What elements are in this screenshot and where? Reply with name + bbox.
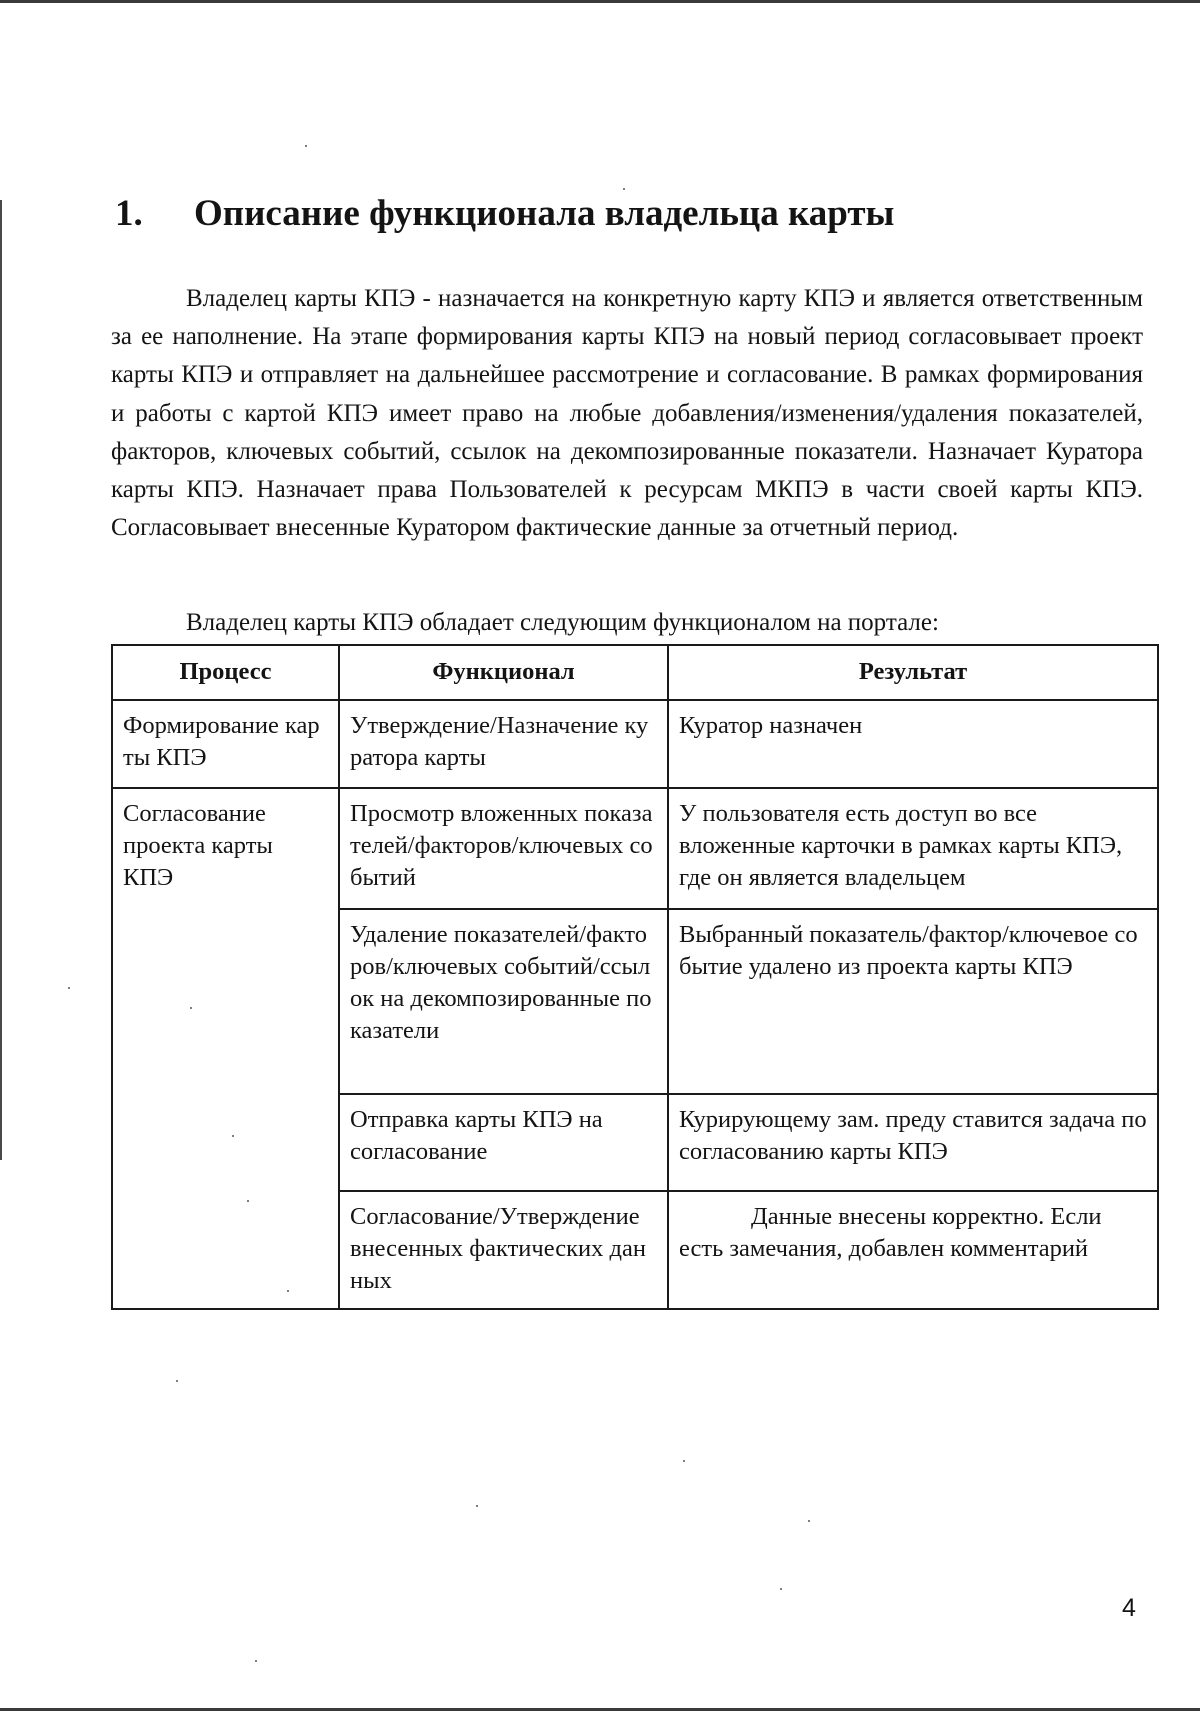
scan-speck [683, 1460, 685, 1462]
scan-speck [232, 1135, 234, 1137]
scan-speck [476, 1505, 478, 1507]
process-cell: Согласование проекта карты КПЭ [112, 788, 339, 1309]
scan-speck [247, 1200, 249, 1202]
function-cell: Удаление показателей/факторов/ключевых событий/ссылок на декомпозированные показатели [339, 909, 668, 1094]
owner-description-paragraph: Владелец карты КПЭ - назначается на конкретную карту КПЭ и является ответственным за ее наполнение. На этапе формирования карты КПЭ на новый период согласовывает проект карты КПЭ и отправляет на дальнейшее рассмотрение и согласование. В рамках формирования и работы с картой КПЭ имеет право на любые добавления/изменения/удаления показателей, факторов, ключевых событий, ссылок на декомпозированные показатели. Назначает Куратора карты КПЭ. Назначает права Пользователей к ресурсам МКПЭ в части своей карты КПЭ. Согласовывает внесенные Куратором фактические данные за отчетный период. [111, 285, 1143, 542]
scan-speck [808, 1520, 810, 1522]
scan-edge-left [0, 200, 2, 1160]
scan-speck [255, 1660, 257, 1662]
function-cell: Просмотр вложенных показателей/факторов/ключевых событий [339, 788, 668, 909]
table-header-row [112, 645, 1158, 700]
scan-speck [623, 188, 625, 190]
section-heading [115, 192, 894, 236]
header-process: Процесс [112, 645, 339, 700]
result-cell: Куратор назначен [668, 700, 1158, 788]
functionality-table [111, 644, 1159, 1310]
process-cell: Формирование карты КПЭ [112, 700, 339, 788]
page-number: 4 [1122, 1594, 1136, 1622]
table-caption: Владелец карты КПЭ обладает следующим функционалом на портале: [186, 609, 939, 636]
result-cell: Курирующему зам. преду ставится задача по согласованию карты КПЭ [668, 1094, 1158, 1191]
function-cell: Утверждение/Назначение куратора карты [339, 700, 668, 788]
section-title: Описание функционала владельца карты [194, 193, 895, 234]
scan-speck [780, 1588, 782, 1590]
scan-edge-top [0, 0, 1200, 3]
header-functionality: Функционал [339, 645, 668, 700]
result-cell: Выбранный показатель/фактор/ключевое событие удалено из проекта карты КПЭ [668, 909, 1158, 1094]
result-cell: У пользователя есть доступ во все вложенные карточки в рамках карты КПЭ, где он является владельцем [668, 788, 1158, 909]
scan-speck [190, 1007, 192, 1009]
scan-speck [287, 1290, 289, 1292]
section-number: 1. [115, 193, 143, 234]
header-result: Результат [668, 645, 1158, 700]
function-cell: Отправка карты КПЭ на согласование [339, 1094, 668, 1191]
table-row [112, 788, 1158, 909]
scan-speck [68, 987, 70, 989]
result-cell: Данные внесены корректно. Если есть замечания, добавлен комментарий [668, 1191, 1158, 1309]
table-row [112, 700, 1158, 788]
scan-speck [305, 145, 307, 147]
function-cell: Согласование/Утверждение внесенных фактических данных [339, 1191, 668, 1309]
scan-edge-bottom [0, 1708, 1200, 1711]
scan-speck [176, 1380, 178, 1382]
